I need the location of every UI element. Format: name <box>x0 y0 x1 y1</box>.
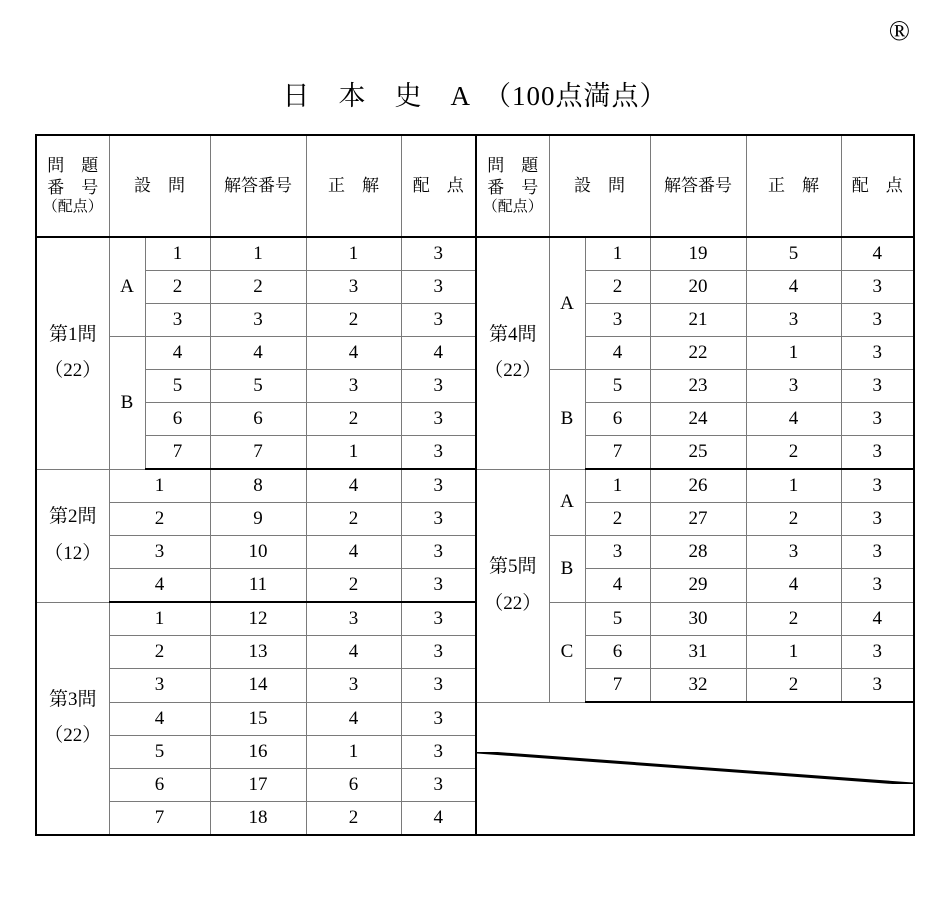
sub-no: 4 <box>145 337 210 370</box>
answer-no: 13 <box>210 636 306 669</box>
points: 3 <box>401 403 476 436</box>
header-points-left: 配 点 <box>401 135 476 237</box>
sub-no: 2 <box>145 271 210 304</box>
answer-no: 28 <box>650 536 746 569</box>
question-label: 第1問 <box>48 324 97 346</box>
sub-no: 7 <box>585 436 650 470</box>
sub-no: 3 <box>585 304 650 337</box>
header-line1: 問 題 <box>487 156 539 176</box>
answer-no: 18 <box>210 801 306 835</box>
points: 3 <box>841 636 914 669</box>
answer-key-table <box>35 134 915 836</box>
sub-no: 7 <box>145 436 210 470</box>
answer-no: 2 <box>210 271 306 304</box>
correct-answer: 2 <box>306 569 401 603</box>
sub-no: 4 <box>109 569 210 603</box>
correct-answer: 2 <box>746 669 841 703</box>
correct-answer: 2 <box>746 602 841 636</box>
points: 3 <box>841 436 914 470</box>
table-row <box>36 602 914 636</box>
correct-answer: 4 <box>746 403 841 436</box>
header-line3: （配点） <box>482 198 543 215</box>
header-line3: （配点） <box>42 198 103 215</box>
correct-answer: 2 <box>746 436 841 470</box>
sub-no: 3 <box>109 669 210 703</box>
table-row <box>36 370 914 403</box>
points: 4 <box>841 602 914 636</box>
header-line1: 問 題 <box>47 156 99 176</box>
sub-no: 1 <box>585 469 650 503</box>
answer-no: 32 <box>650 669 746 703</box>
points: 3 <box>401 735 476 768</box>
points: 3 <box>401 669 476 703</box>
sub-no: 3 <box>109 536 210 569</box>
points: 3 <box>841 669 914 703</box>
points: 3 <box>401 436 476 470</box>
question-points: （22） <box>484 592 542 614</box>
question-label: 第3問 <box>48 688 97 710</box>
points: 3 <box>401 702 476 735</box>
sub-no: 6 <box>585 636 650 669</box>
table-row <box>36 702 914 735</box>
sub-no: 7 <box>109 801 210 835</box>
question-label: 第5問 <box>488 556 537 578</box>
answer-no: 22 <box>650 337 746 370</box>
points: 3 <box>401 304 476 337</box>
group-label: B <box>109 337 145 470</box>
sub-no: 1 <box>585 237 650 271</box>
points: 3 <box>401 503 476 536</box>
sub-no: 3 <box>585 536 650 569</box>
group-label: A <box>549 237 585 370</box>
answer-no: 29 <box>650 569 746 603</box>
answer-no: 5 <box>210 370 306 403</box>
question-label: 第4問 <box>488 324 537 346</box>
correct-answer: 1 <box>746 636 841 669</box>
points: 3 <box>841 304 914 337</box>
correct-answer: 4 <box>306 636 401 669</box>
points: 3 <box>841 370 914 403</box>
sub-no: 4 <box>585 337 650 370</box>
answer-no: 8 <box>210 469 306 503</box>
question-points: （22） <box>44 360 102 382</box>
points: 4 <box>841 237 914 271</box>
question-points: （22） <box>44 725 102 746</box>
points: 4 <box>401 801 476 835</box>
table-row <box>36 636 914 669</box>
table-row <box>36 503 914 536</box>
answer-no: 26 <box>650 469 746 503</box>
empty-diagonal-cell <box>476 702 914 835</box>
points: 3 <box>841 503 914 536</box>
group-label: B <box>549 370 585 470</box>
table-row <box>36 403 914 436</box>
sub-no: 6 <box>109 768 210 801</box>
correct-answer: 2 <box>306 304 401 337</box>
group-label: A <box>109 237 145 337</box>
table-row <box>36 469 914 503</box>
correct-answer: 1 <box>746 469 841 503</box>
correct-answer: 3 <box>306 602 401 636</box>
points: 4 <box>401 337 476 370</box>
sub-no: 2 <box>585 271 650 304</box>
answer-no: 24 <box>650 403 746 436</box>
points: 3 <box>401 271 476 304</box>
correct-answer: 2 <box>306 503 401 536</box>
answer-no: 23 <box>650 370 746 403</box>
sub-no: 2 <box>109 503 210 536</box>
answer-no: 9 <box>210 503 306 536</box>
points: 3 <box>401 636 476 669</box>
sub-no: 5 <box>585 602 650 636</box>
sub-no: 4 <box>585 569 650 603</box>
correct-answer: 1 <box>306 436 401 470</box>
answer-no: 30 <box>650 602 746 636</box>
correct-answer: 3 <box>746 370 841 403</box>
correct-answer: 2 <box>306 801 401 835</box>
question-no-cell <box>476 237 549 469</box>
points: 3 <box>841 536 914 569</box>
answer-no: 11 <box>210 569 306 603</box>
correct-answer: 2 <box>306 403 401 436</box>
correct-answer: 5 <box>746 237 841 271</box>
registration-mark: ® <box>888 16 910 47</box>
answer-no: 21 <box>650 304 746 337</box>
correct-answer: 4 <box>746 271 841 304</box>
correct-answer: 3 <box>306 370 401 403</box>
table-row <box>36 271 914 304</box>
question-no-cell <box>476 469 549 702</box>
correct-answer: 3 <box>746 304 841 337</box>
header-question-no-right <box>476 135 549 237</box>
points: 3 <box>401 370 476 403</box>
answer-no: 7 <box>210 436 306 470</box>
table-row <box>36 304 914 337</box>
page-title: 日 本 史 A （100点満点） <box>282 81 668 111</box>
answer-no: 3 <box>210 304 306 337</box>
correct-answer: 3 <box>306 271 401 304</box>
sub-no: 2 <box>109 636 210 669</box>
answer-no: 20 <box>650 271 746 304</box>
answer-no: 15 <box>210 702 306 735</box>
answer-no: 27 <box>650 503 746 536</box>
sub-no: 1 <box>109 469 210 503</box>
answer-no: 25 <box>650 436 746 470</box>
correct-answer: 4 <box>306 469 401 503</box>
answer-no: 1 <box>210 237 306 271</box>
answer-no: 10 <box>210 536 306 569</box>
points: 3 <box>401 569 476 603</box>
points: 3 <box>841 271 914 304</box>
table-row <box>36 436 914 470</box>
correct-answer: 4 <box>306 536 401 569</box>
question-no-cell <box>36 469 109 602</box>
correct-answer: 4 <box>746 569 841 603</box>
answer-no: 4 <box>210 337 306 370</box>
group-label: A <box>549 469 585 536</box>
header-points-right: 配 点 <box>841 135 914 237</box>
sub-no: 5 <box>585 370 650 403</box>
header-question-no-left <box>36 135 109 237</box>
header-line2: 番 号 <box>487 177 539 197</box>
header-setsumon-right: 設 問 <box>549 135 650 237</box>
sub-no: 6 <box>585 403 650 436</box>
correct-answer: 1 <box>306 735 401 768</box>
question-label: 第2問 <box>48 506 97 528</box>
question-points: （22） <box>484 360 542 382</box>
points: 3 <box>841 469 914 503</box>
correct-answer: 4 <box>306 337 401 370</box>
points: 3 <box>841 569 914 603</box>
table-row <box>36 669 914 703</box>
correct-answer: 3 <box>306 669 401 703</box>
sub-no: 1 <box>145 237 210 271</box>
points: 3 <box>401 536 476 569</box>
correct-answer: 6 <box>306 768 401 801</box>
points: 3 <box>401 237 476 271</box>
group-label: C <box>549 602 585 702</box>
correct-answer: 2 <box>746 503 841 536</box>
table-row <box>36 569 914 603</box>
table-header-row <box>36 135 914 237</box>
header-correct-left: 正 解 <box>306 135 401 237</box>
points: 3 <box>401 469 476 503</box>
sub-no: 5 <box>109 735 210 768</box>
sub-no: 4 <box>109 702 210 735</box>
question-no-cell <box>36 602 109 835</box>
table-row <box>36 536 914 569</box>
answer-no: 16 <box>210 735 306 768</box>
answer-no: 12 <box>210 602 306 636</box>
answer-no: 31 <box>650 636 746 669</box>
header-answer-no-right: 解答番号 <box>650 135 746 237</box>
header-setsumon-left: 設 問 <box>109 135 210 237</box>
question-points: （12） <box>44 542 102 564</box>
header-answer-no-left: 解答番号 <box>210 135 306 237</box>
sub-no: 7 <box>585 669 650 703</box>
correct-answer: 4 <box>306 702 401 735</box>
question-no-cell <box>36 237 109 469</box>
header-correct-right: 正 解 <box>746 135 841 237</box>
answer-no: 17 <box>210 768 306 801</box>
answer-no: 14 <box>210 669 306 703</box>
sub-no: 1 <box>109 602 210 636</box>
sub-no: 2 <box>585 503 650 536</box>
table-row <box>36 337 914 370</box>
points: 3 <box>401 768 476 801</box>
correct-answer: 1 <box>746 337 841 370</box>
sub-no: 6 <box>145 403 210 436</box>
answer-no: 19 <box>650 237 746 271</box>
points: 3 <box>401 602 476 636</box>
score-table-wrapper <box>35 134 915 836</box>
sub-no: 5 <box>145 370 210 403</box>
correct-answer: 1 <box>306 237 401 271</box>
answer-no: 6 <box>210 403 306 436</box>
table-row <box>36 237 914 271</box>
points: 3 <box>841 403 914 436</box>
sub-no: 3 <box>145 304 210 337</box>
group-label: B <box>549 536 585 603</box>
header-line2: 番 号 <box>47 177 99 197</box>
points: 3 <box>841 337 914 370</box>
correct-answer: 3 <box>746 536 841 569</box>
